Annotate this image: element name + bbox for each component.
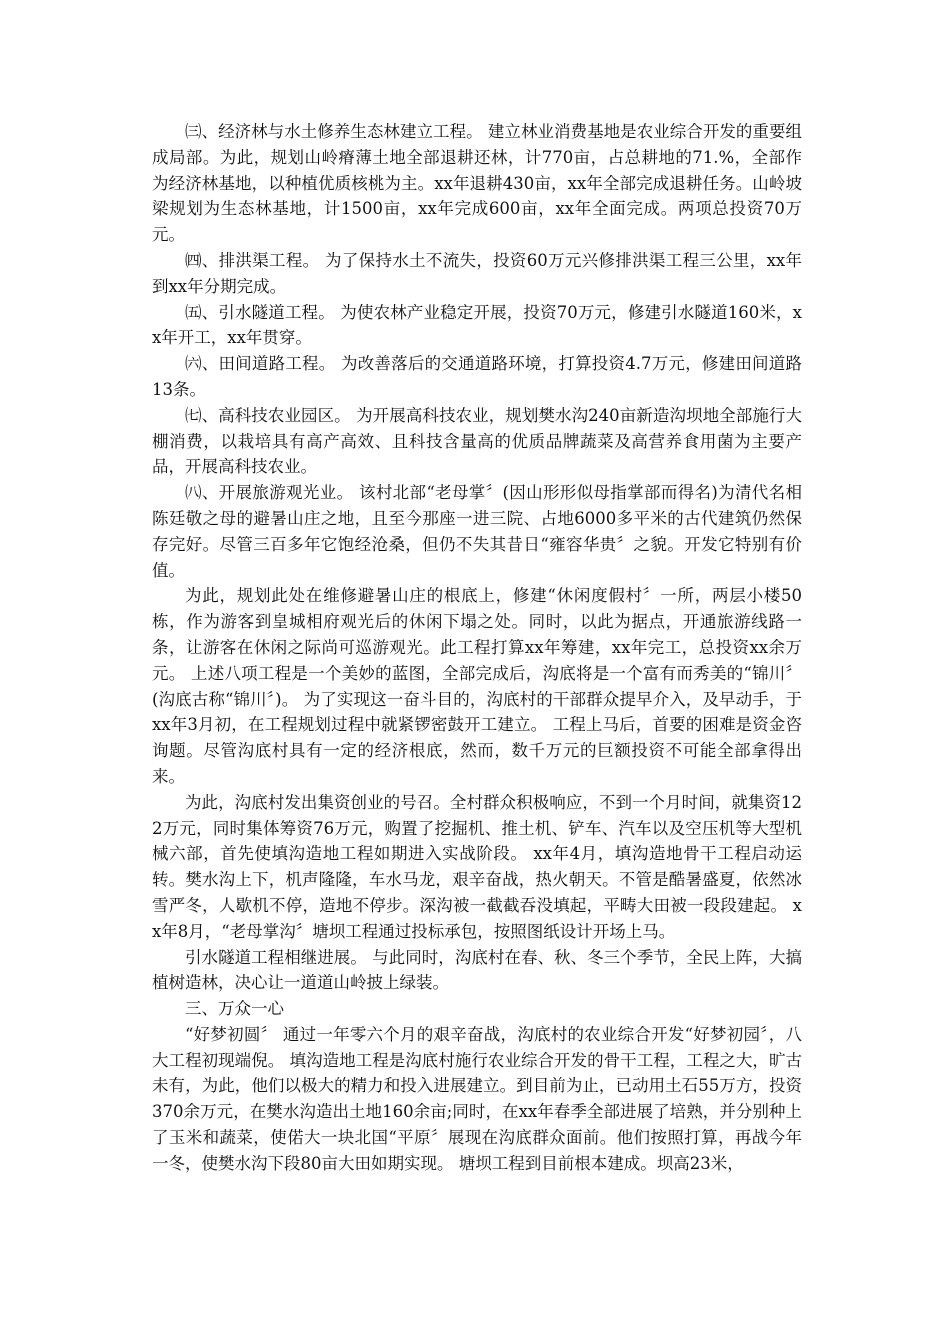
paragraph-fundraising: 为此，沟底村发出集资创业的号召。全村群众积极响应，不到一个月时间，就集资122万元，同时集体筹资76万元，购置了挖掘机、推土机、铲车、汽车以及空压机等大型机械六部，首先使填沟造地工程如期进入实战阶段。 xx年4月，填沟造地骨干工程启动运转。樊水沟上下，机声隆隆，车水马龙，艰辛奋战，热火朝天。不管是酷暑盛夏，依然冰雪严冬，人歇机不停，造地不停步。深沟被一截截吞没填起，平畴大田被一段段建起。 xx年8月，“老母掌沟〞塘坝工程通过投标承包，按照图纸设计开场上马。 — [152, 792, 802, 941]
paragraph-dream-realized: “好梦初圆〞 通过一年零六个月的艰辛奋战，沟底村的农业综合开发“好梦初园〞，八大工程初现端倪。 填沟造地工程是沟底村施行农业综合开发的骨干工程，工程之大，旷古未有，为此，他们以极大的精力和投入进展建立。到目前为止，已动用土石55万方，投资370余万元，在樊水沟造出土地160余亩;同时，在xx年春季全部进展了培熟，并分别种上了玉米和蔬菜，使偌大一块北国“平原〞展现在沟底群众面前。他们按照打算，再战今年一冬，使樊水沟下段80亩大田如期实现。 塘坝工程到目前根本建成。坝高23米， — [152, 1024, 802, 1173]
paragraph-resort-plan: 为此，规划此处在维修避暑山庄的根底上，修建“休闲度假村〞一所，两层小楼50栋，作为游客到皇城相府观光后的休闲下塌之处。同时，以此为据点，开通旅游线路一条，让游客在休闲之际尚可巡游观光。此工程打算xx年筹建，xx年完工，总投资xx余万元。 上述八项工程是一个美妙的蓝图，全部完成后，沟底将是一个富有而秀美的“锦川〞(沟底古称“锦川〞)。 为了实现这一奋斗目的，沟底村的干部群众提早介入，及早动手，于xx年3月初，在工程规划过程中就紧锣密鼓开工建立。 工程上马后，首要的困难是资金咨询题。尽管沟底村具有一定的经济根底，然而，数千万元的巨额投资不可能全部拿得出来。 — [152, 586, 802, 786]
paragraph-water-tunnel: ㈤、引水隧道工程。 为使农林产业稳定开展，投资70万元，修建引水隧道160米，xx年开工，xx年贯穿。 — [152, 302, 802, 348]
paragraph-hitech-agriculture: ㈦、高科技农业园区。 为开展高科技农业，规划樊水沟240亩新造沟坝地全部施行大棚消费，以栽培具有高产高效、且科技含量高的优质品牌蔬菜及高营养食用菌为主要产品，开展高科技农业。 — [152, 405, 802, 477]
paragraph-tourism: ㈧、开展旅游观光业。 该村北部“老母掌〞(因山形形似母指掌部而得名)为清代名相陈廷敬之母的避暑山庄之地，且至今那座一进三院、占地6000多平米的古代建筑仍然保存完好。尽管三百多年它饱经沧桑，但仍不失其昔日“雍容华贵〞之貌。开发它特别有价值。 — [152, 483, 802, 580]
paragraph-field-roads: ㈥、田间道路工程。 为改善落后的交通道路环境，打算投资4.7万元，修建田间道路13条。 — [152, 354, 802, 399]
section-heading: 三、万众一心 — [185, 999, 284, 1019]
paragraph-tunnel-progress: 引水隧道工程相继进展。 与此同时，沟底村在春、秋、冬三个季节，全民上阵，大搞植树造林，决心让一道道山岭披上绿装。 — [152, 947, 802, 993]
paragraph-flood-channel: ㈣、排洪渠工程。 为了保持水土不流失，投资60万元兴修排洪渠工程三公里，xx年到xx年分期完成。 — [152, 250, 802, 296]
document-body — [152, 119, 802, 1177]
paragraph-economic-forest: ㈢、经济林与水土修养生态林建立工程。 建立林业消费基地是农业综合开发的重要组成局部。为此，规划山岭瘠薄土地全部退耕还林，计770亩，占总耕地的71.%，全部作为经济林基地，以种植优质核桃为主。xx年退耕430亩，xx年全部完成退耕任务。山岭坡梁规划为生态林基地，计1500亩，xx年完成600亩，xx年全面完成。两项总投资70万元。 — [152, 122, 802, 245]
